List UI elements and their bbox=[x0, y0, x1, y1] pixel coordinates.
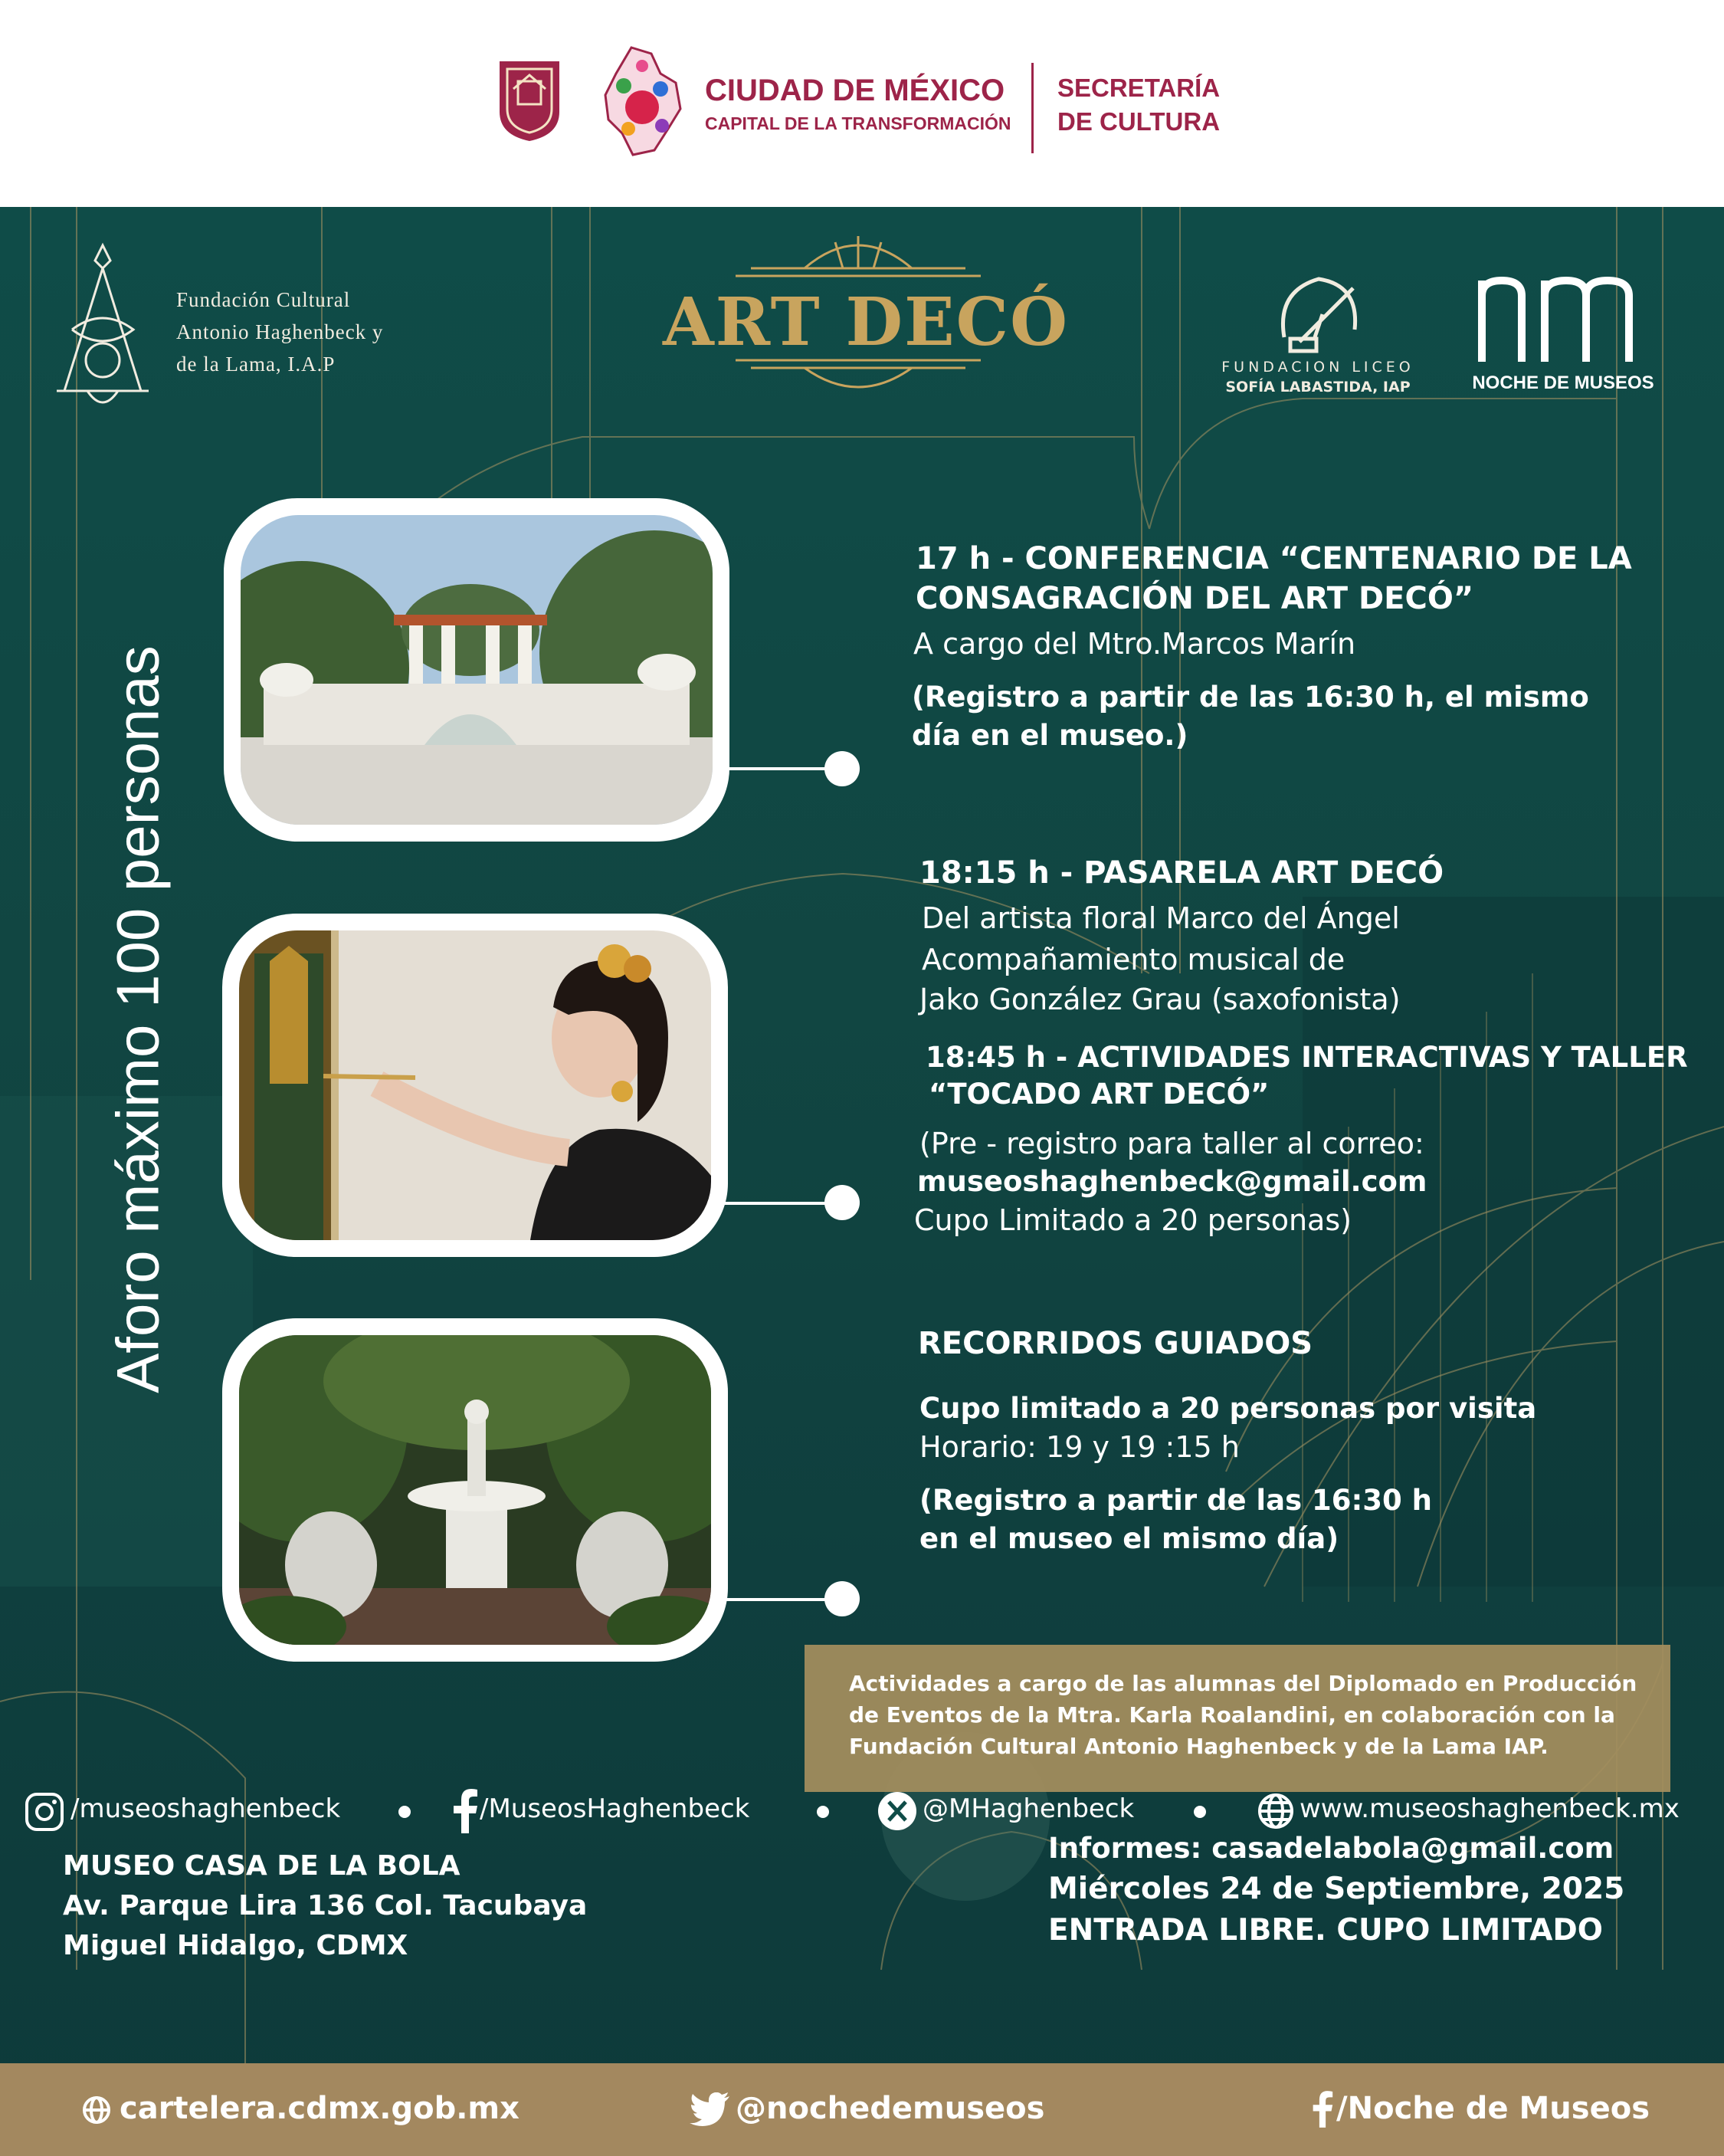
conferencia-title-line2: CONSAGRACIÓN DEL ART DECÓ” bbox=[916, 581, 1474, 616]
header bbox=[0, 0, 1724, 207]
pasarela-title: 18:15 h - PASARELA ART DECÓ bbox=[919, 855, 1444, 891]
credits-line3: Fundación Cultural Antonio Haghenbeck y de la Lama IAP. bbox=[849, 1734, 1549, 1759]
taller-title-line2: “TOCADO ART DECÓ” bbox=[929, 1078, 1270, 1111]
taller-title-line1: 18:45 h - ACTIVIDADES INTERACTIVAS Y TALLER bbox=[926, 1041, 1688, 1074]
fundacion-name bbox=[176, 284, 383, 380]
taller-email[interactable]: museoshaghenbeck@gmail.com bbox=[917, 1165, 1427, 1198]
globe-icon bbox=[1257, 1792, 1295, 1830]
taller-line1: (Pre - registro para taller al correo: bbox=[919, 1127, 1424, 1160]
fundacion-monogram-icon bbox=[49, 238, 156, 422]
event-date: Miércoles 24 de Septiembre, 2025 bbox=[1048, 1872, 1625, 1906]
timeline-dot-2 bbox=[824, 1185, 860, 1220]
conferencia-note-line2: día en el museo.) bbox=[912, 719, 1188, 752]
venue-line3: Miguel Hidalgo, CDMX bbox=[63, 1930, 408, 1961]
conferencia-speaker: A cargo del Mtro.Marcos Marín bbox=[913, 627, 1356, 661]
city-subtitle: CAPITAL DE LA TRANSFORMACIÓN bbox=[705, 113, 1011, 133]
cdmx-map-logo-icon bbox=[601, 43, 687, 158]
monument-image bbox=[241, 515, 713, 825]
timeline-dot-3 bbox=[824, 1581, 860, 1616]
capacity-vertical-text: Aforo máximo 100 personas bbox=[103, 645, 172, 1393]
event-title: ART DECÓ bbox=[662, 284, 1070, 361]
connector-line-3 bbox=[719, 1598, 841, 1601]
secretaria-line1: SECRETARÍA bbox=[1057, 74, 1221, 102]
monument-photo bbox=[224, 498, 729, 842]
header-divider bbox=[1031, 63, 1034, 153]
credits-text bbox=[849, 1668, 1637, 1762]
informes-email[interactable]: Informes: casadelabola@gmail.com bbox=[1048, 1832, 1614, 1865]
city-title: CIUDAD DE MÉXICO bbox=[705, 74, 1005, 107]
secretaria-line2: DE CULTURA bbox=[1057, 107, 1221, 136]
instagram-handle[interactable]: /museoshaghenbeck bbox=[70, 1793, 341, 1824]
venue-line1: MUSEO CASA DE LA BOLA bbox=[63, 1850, 460, 1882]
garden-photo bbox=[222, 1318, 728, 1662]
painter-photo bbox=[222, 914, 728, 1257]
facebook-footer-icon bbox=[1312, 2091, 1333, 2128]
social-separator-1 bbox=[398, 1806, 411, 1818]
facebook-icon bbox=[452, 1789, 478, 1833]
entry-info: ENTRADA LIBRE. CUPO LIMITADO bbox=[1048, 1913, 1603, 1948]
garden-image bbox=[239, 1335, 711, 1645]
liceo-line2: SOFÍA LABASTIDA, IAP bbox=[1225, 379, 1411, 395]
recorridos-horario: Horario: 19 y 19 :15 h bbox=[919, 1430, 1240, 1464]
noche-de-museos-text: NOCHE DE MUSEOS bbox=[1472, 372, 1654, 393]
x-handle[interactable]: @MHaghenbeck bbox=[923, 1793, 1135, 1824]
credits-line1: Actividades a cargo de las alumnas del Diplomado en Producción bbox=[849, 1671, 1637, 1696]
twitter-bird-icon bbox=[690, 2092, 729, 2126]
recorridos-cupo: Cupo limitado a 20 personas por visita bbox=[919, 1392, 1537, 1425]
timeline-dot-1 bbox=[824, 751, 860, 786]
website-link[interactable]: www.museoshaghenbeck.mx bbox=[1300, 1793, 1680, 1824]
pasarela-line2: Acompañamiento musical de bbox=[922, 943, 1345, 976]
recorridos-title: RECORRIDOS GUIADOS bbox=[918, 1326, 1313, 1361]
recorridos-note-line1: (Registro a partir de las 16:30 h bbox=[919, 1484, 1432, 1517]
fundacion-line3: de la Lama, I.A.P bbox=[176, 353, 336, 376]
connector-line-2 bbox=[719, 1202, 841, 1205]
liceo-quill-icon bbox=[1269, 268, 1368, 360]
x-icon bbox=[878, 1792, 916, 1830]
social-separator-3 bbox=[1194, 1806, 1206, 1818]
conferencia-note-line1: (Registro a partir de las 16:30 h, el mismo bbox=[912, 681, 1589, 714]
cdmx-shield-icon bbox=[497, 58, 562, 143]
recorridos-note-line2: en el museo el mismo día) bbox=[919, 1522, 1339, 1555]
poster bbox=[0, 207, 1724, 2156]
fundacion-line1: Fundación Cultural bbox=[176, 288, 351, 311]
painter-image bbox=[239, 930, 711, 1240]
facebook-handle[interactable]: /MuseosHaghenbeck bbox=[480, 1793, 750, 1824]
globe-footer-icon bbox=[81, 2095, 112, 2125]
conferencia-title-line1: 17 h - CONFERENCIA “CENTENARIO DE LA bbox=[916, 541, 1632, 576]
pasarela-line3: Jako González Grau (saxofonista) bbox=[919, 983, 1401, 1016]
pasarela-line1: Del artista floral Marco del Ángel bbox=[922, 901, 1400, 935]
taller-line2: Cupo Limitado a 20 personas) bbox=[914, 1203, 1352, 1237]
venue-line2: Av. Parque Lira 136 Col. Tacubaya bbox=[63, 1890, 588, 1921]
credits-line2: de Eventos de la Mtra. Karla Roalandini, en colaboración con la bbox=[849, 1702, 1615, 1728]
cartelera-link[interactable]: cartelera.cdmx.gob.mx bbox=[120, 2091, 519, 2126]
social-separator-2 bbox=[817, 1806, 829, 1818]
instagram-icon bbox=[25, 1792, 64, 1832]
fundacion-line2: Antonio Haghenbeck y bbox=[176, 320, 384, 343]
facebook-footer-link[interactable]: /Noche de Museos bbox=[1336, 2091, 1650, 2126]
noche-de-museos-logo-icon bbox=[1471, 265, 1655, 365]
twitter-footer-handle[interactable]: @nochedemuseos bbox=[736, 2091, 1045, 2126]
liceo-line1: FUNDACION LICEO bbox=[1221, 359, 1414, 376]
